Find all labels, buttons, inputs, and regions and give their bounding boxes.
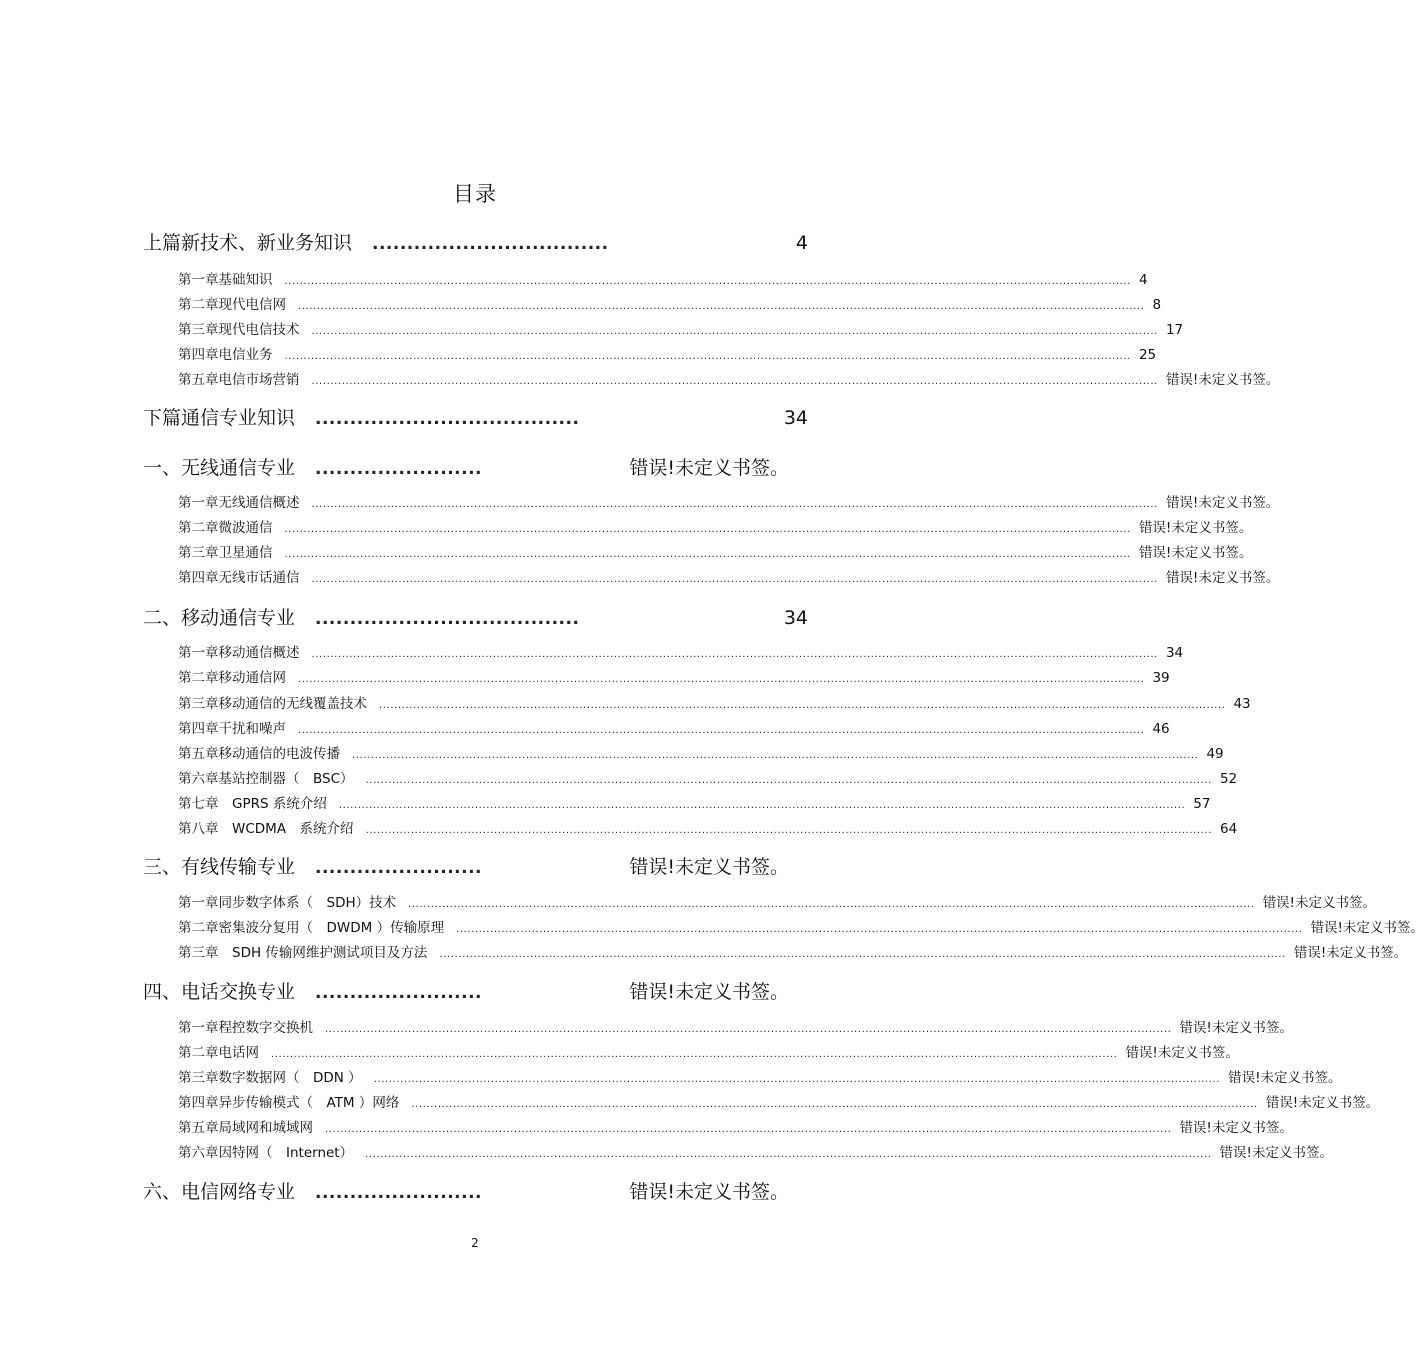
toc-entry-chapter[interactable] xyxy=(178,268,1148,292)
toc-entry-page: 57 xyxy=(1193,796,1211,812)
toc-entry-label: 第六章基站控制器（ BSC） xyxy=(178,771,354,787)
toc-entry-chapter[interactable] xyxy=(178,767,1238,791)
toc-entry-section[interactable] xyxy=(143,453,789,485)
toc-entry-page: 17 xyxy=(1165,322,1184,338)
toc-entry-label: 第四章异步传输模式（ ATM ）网络 xyxy=(178,1095,400,1111)
leader-dots: ................................................................................................................................................................................................................................ xyxy=(311,376,1158,387)
leader-dots: ................................................................................................................................................................................................................................ xyxy=(311,649,1158,660)
leader-dots: ................................................................................................................................................................................................................................ xyxy=(311,326,1158,337)
toc-entry-chapter[interactable] xyxy=(178,318,1184,342)
toc-entry-page: 错误!未定义书签。 xyxy=(629,856,789,878)
toc-entry-label: 第六章因特网（ Internet） xyxy=(178,1145,354,1161)
toc-entry-label: 第一章程控数字交换机 xyxy=(178,1020,313,1036)
toc-entry-page: 错误!未定义书签。 xyxy=(1165,570,1280,586)
toc-entry-page: 64 xyxy=(1220,821,1238,837)
toc-entry-part[interactable] xyxy=(143,228,808,260)
toc-entry-page: 49 xyxy=(1206,746,1224,762)
leader-dots: ................................................................................................................................................................................................................................ xyxy=(284,276,1131,287)
leader-dots: ................................................................................................................................................................................................................................ xyxy=(325,1024,1172,1035)
toc-entry-label: 第一章移动通信概述 xyxy=(178,645,300,661)
toc-entry-page: 错误!未定义书签。 xyxy=(1179,1020,1293,1036)
toc-entry-label: 第五章局域网和城域网 xyxy=(178,1120,313,1136)
toc-entry-chapter[interactable] xyxy=(178,368,1280,392)
toc-entry-page: 错误!未定义书签。 xyxy=(629,1181,789,1203)
toc-entry-label: 上篇新技术、新业务知识 xyxy=(143,232,353,254)
toc-entry-chapter[interactable] xyxy=(178,916,1424,940)
toc-entry-label: 第三章现代电信技术 xyxy=(178,322,300,338)
toc-entry-page: 错误!未定义书签。 xyxy=(1179,1120,1293,1136)
toc-entry-chapter[interactable] xyxy=(178,516,1253,540)
toc-entry-page: 错误!未定义书签。 xyxy=(1293,945,1408,961)
toc-entry-page: 34 xyxy=(1165,645,1184,661)
toc-title: 目录 xyxy=(453,182,497,206)
toc-entry-label: 第三章卫星通信 xyxy=(178,545,273,561)
toc-entry-section[interactable] xyxy=(143,603,808,635)
toc-entry-page: 错误!未定义书签。 xyxy=(1228,1070,1342,1086)
toc-entry-page: 4 xyxy=(1138,272,1148,288)
toc-entry-label: 下篇通信专业知识 xyxy=(143,407,296,429)
toc-entry-label: 第四章干扰和噪声 xyxy=(178,721,286,737)
leader-dots: .................................. xyxy=(372,234,609,254)
leader-dots: ................................................................................................................................................................................................................................ xyxy=(311,499,1158,510)
toc-entry-page: 25 xyxy=(1138,347,1157,363)
toc-entry-chapter[interactable] xyxy=(178,717,1170,741)
leader-dots: ................................................................................................................................................................................................................................ xyxy=(338,800,1186,811)
toc-entry-label: 第三章移动通信的无线覆盖技术 xyxy=(178,696,367,712)
toc-entry-chapter[interactable] xyxy=(178,566,1280,590)
leader-dots: ................................................................................................................................................................................................................................ xyxy=(373,1074,1221,1085)
leader-dots: ................................................................................................................................................................................................................................ xyxy=(439,949,1286,960)
toc-entry-label: 第五章电信市场营销 xyxy=(178,372,300,388)
toc-entry-page: 39 xyxy=(1152,670,1170,686)
leader-dots: ........................ xyxy=(315,459,483,479)
toc-entry-chapter[interactable] xyxy=(178,1091,1380,1115)
toc-entry-chapter[interactable] xyxy=(178,692,1251,716)
toc-entry-label: 第八章 WCDMA 系统介绍 xyxy=(178,821,354,837)
toc-entry-label: 一、无线通信专业 xyxy=(143,457,296,479)
toc-entry-page: 43 xyxy=(1233,696,1251,712)
toc-entry-label: 第二章微波通信 xyxy=(178,520,273,536)
leader-dots: ........................ xyxy=(315,983,483,1003)
toc-entry-page: 46 xyxy=(1152,721,1170,737)
leader-dots: ................................................................................................................................................................................................................................ xyxy=(408,899,1255,910)
toc-entry-chapter[interactable] xyxy=(178,792,1211,816)
toc-entry-chapter[interactable] xyxy=(178,1141,1333,1165)
leader-dots: ................................................................................................................................................................................................................................ xyxy=(411,1099,1258,1110)
toc-entry-chapter[interactable] xyxy=(178,343,1157,367)
toc-entry-chapter[interactable] xyxy=(178,541,1253,565)
leader-dots: ................................................................................................................................................................................................................................ xyxy=(271,1049,1118,1060)
leader-dots: ...................................... xyxy=(315,609,580,629)
leader-dots: ................................................................................................................................................................................................................................ xyxy=(284,549,1131,560)
toc-entry-chapter[interactable] xyxy=(178,641,1184,665)
toc-entry-page: 错误!未定义书签。 xyxy=(1219,1145,1333,1161)
toc-entry-label: 第七章 GPRS 系统介绍 xyxy=(178,796,327,812)
toc-entry-chapter[interactable] xyxy=(178,1041,1239,1065)
toc-entry-chapter[interactable] xyxy=(178,293,1162,317)
leader-dots: ................................................................................................................................................................................................................................ xyxy=(298,301,1145,312)
leader-dots: ................................................................................................................................................................................................................................ xyxy=(352,750,1199,761)
toc-entry-label: 二、移动通信专业 xyxy=(143,607,296,629)
toc-entry-label: 第二章密集波分复用（ DWDM ）传输原理 xyxy=(178,920,445,936)
toc-entry-chapter[interactable] xyxy=(178,817,1238,841)
leader-dots: ................................................................................................................................................................................................................................ xyxy=(298,674,1145,685)
toc-entry-label: 第三章 SDH 传输网维护测试项目及方法 xyxy=(178,945,428,961)
toc-entry-label: 第一章基础知识 xyxy=(178,272,273,288)
leader-dots: ................................................................................................................................................................................................................................ xyxy=(456,924,1303,935)
leader-dots: ........................ xyxy=(315,858,483,878)
toc-entry-page: 错误!未定义书签。 xyxy=(1165,372,1280,388)
page-number: 2 xyxy=(471,1236,479,1250)
toc-entry-page: 错误!未定义书签。 xyxy=(1310,920,1424,936)
toc-entry-chapter[interactable] xyxy=(178,666,1170,690)
toc-entry-section[interactable] xyxy=(143,1177,789,1209)
toc-entry-section[interactable] xyxy=(143,977,789,1009)
leader-dots: ................................................................................................................................................................................................................................ xyxy=(325,1124,1172,1135)
leader-dots: ................................................................................................................................................................................................................................ xyxy=(284,524,1131,535)
toc-entry-chapter[interactable] xyxy=(178,491,1280,515)
toc-entry-label: 第四章电信业务 xyxy=(178,347,273,363)
toc-entry-chapter[interactable] xyxy=(178,1066,1342,1090)
leader-dots: ................................................................................................................................................................................................................................ xyxy=(298,725,1145,736)
toc-entry-label: 第二章移动通信网 xyxy=(178,670,286,686)
toc-entry-page: 错误!未定义书签。 xyxy=(1265,1095,1380,1111)
leader-dots: ................................................................................................................................................................................................................................ xyxy=(365,775,1212,786)
toc-entry-page: 错误!未定义书签。 xyxy=(629,981,789,1003)
leader-dots: ................................................................................................................................................................................................................................ xyxy=(365,825,1212,836)
toc-entry-page: 4 xyxy=(795,232,808,254)
toc-entry-page: 34 xyxy=(783,407,808,429)
toc-entry-part[interactable] xyxy=(143,403,808,435)
toc-entry-page: 错误!未定义书签。 xyxy=(1165,495,1280,511)
toc-entry-label: 第一章无线通信概述 xyxy=(178,495,300,511)
toc-entry-label: 三、有线传输专业 xyxy=(143,856,296,878)
toc-entry-page: 错误!未定义书签。 xyxy=(1262,895,1376,911)
toc-entry-chapter[interactable] xyxy=(178,1116,1293,1140)
toc-entry-label: 第五章移动通信的电波传播 xyxy=(178,746,340,762)
toc-entry-page: 错误!未定义书签。 xyxy=(1138,520,1253,536)
toc-entry-label: 第二章现代电信网 xyxy=(178,297,286,313)
leader-dots: ................................................................................................................................................................................................................................ xyxy=(365,1149,1212,1160)
toc-entry-page: 错误!未定义书签。 xyxy=(1125,1045,1239,1061)
toc-entry-page: 34 xyxy=(783,607,808,629)
leader-dots: ................................................................................................................................................................................................................................ xyxy=(379,700,1226,711)
toc-entry-chapter[interactable] xyxy=(178,1016,1293,1040)
toc-entry-label: 第三章数字数据网（ DDN ） xyxy=(178,1070,362,1086)
toc-entry-label: 六、电信网络专业 xyxy=(143,1181,296,1203)
toc-entry-section[interactable] xyxy=(143,852,789,884)
leader-dots: ................................................................................................................................................................................................................................ xyxy=(284,351,1131,362)
leader-dots: ...................................... xyxy=(315,409,580,429)
toc-entry-chapter[interactable] xyxy=(178,742,1224,766)
toc-entry-page: 错误!未定义书签。 xyxy=(1138,545,1253,561)
toc-entry-page: 8 xyxy=(1152,297,1162,313)
toc-entry-page: 错误!未定义书签。 xyxy=(629,457,789,479)
toc-entry-label: 第二章电话网 xyxy=(178,1045,259,1061)
toc-entry-chapter[interactable] xyxy=(178,891,1376,915)
toc-entry-label: 第四章无线市话通信 xyxy=(178,570,300,586)
leader-dots: ................................................................................................................................................................................................................................ xyxy=(311,574,1158,585)
toc-entry-label: 四、电话交换专业 xyxy=(143,981,296,1003)
leader-dots: ........................ xyxy=(315,1183,483,1203)
toc-entry-chapter[interactable] xyxy=(178,941,1408,965)
toc-entry-label: 第一章同步数字体系（ SDH）技术 xyxy=(178,895,397,911)
toc-entry-page: 52 xyxy=(1219,771,1238,787)
